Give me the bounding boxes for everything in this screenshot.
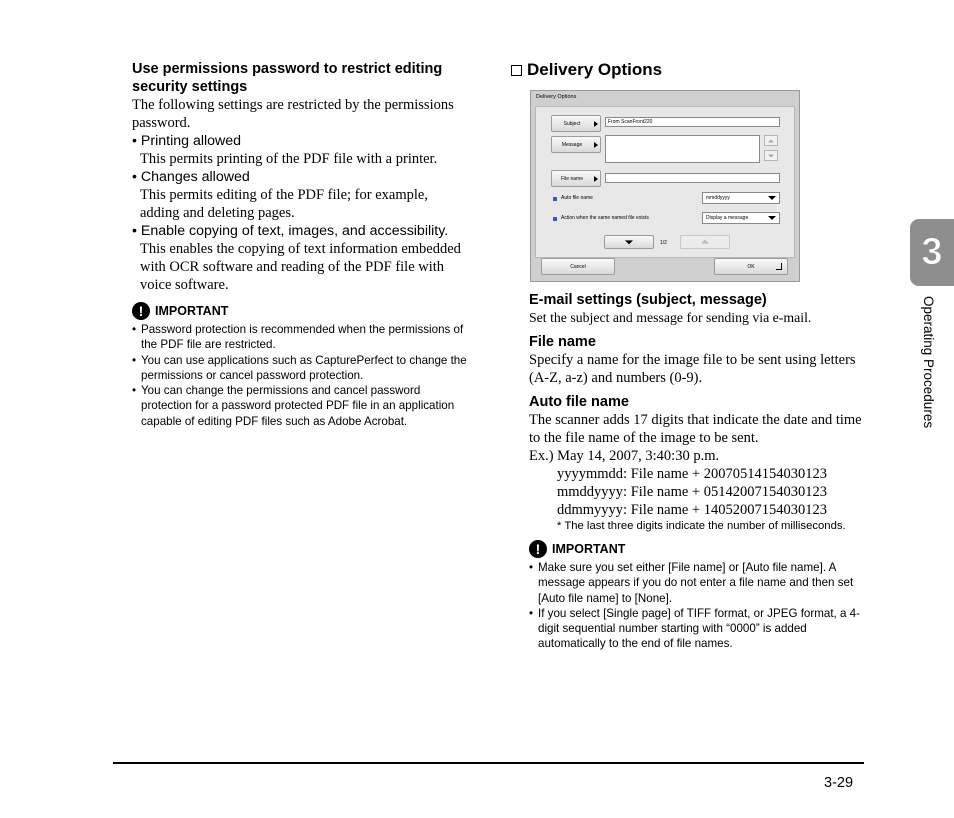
important-header (132, 302, 468, 320)
dialog-title: Delivery Options (536, 94, 577, 100)
subject-button-label: Subject (563, 120, 581, 127)
important-notes (132, 322, 468, 429)
ok-button[interactable] (714, 258, 788, 275)
arrow-up-icon (768, 139, 774, 142)
right-column (529, 60, 867, 80)
autofile-heading: Auto file name (529, 394, 629, 410)
chevron-down-icon (768, 216, 776, 220)
important-note: • You can use applications such as CapturePerfect to change the permissions or cancel password protection. (132, 353, 468, 384)
arrow-up-icon (701, 240, 709, 244)
cancel-button[interactable] (541, 258, 615, 275)
arrow-right-icon (594, 176, 598, 182)
footnote: * The last three digits indicate the number of milliseconds. (557, 520, 846, 532)
example-line: mmddyyyy: File name + 05142007154030123 (557, 484, 827, 500)
important-note: • Make sure you set either [File name] or [Auto file name]. A message appears if you do not enter a file name and then set [Auto file name] to [None]. (529, 560, 869, 606)
delivery-options-dialog (530, 90, 800, 282)
item-desc: This enables the copying of text information embedded with OCR software and reading of the PDF file with voice software. (140, 241, 461, 293)
auto-file-name-value: mmddyyyy (706, 195, 730, 201)
chevron-down-icon (768, 196, 776, 200)
important-note: • Password protection is recommended when the permissions of the PDF file are restricted. (132, 322, 468, 353)
important-notes (529, 560, 869, 652)
page-number: 3-29 (824, 775, 854, 791)
email-desc: Set the subject and message for sending via e-mail. (529, 310, 812, 325)
subject-button[interactable] (551, 115, 601, 132)
chapter-tab (910, 219, 954, 286)
permissions-intro: The following settings are restricted by the permissions password. (132, 97, 454, 131)
arrow-down-icon (768, 154, 774, 157)
filename-heading: File name (529, 334, 596, 350)
scroll-up-button[interactable] (764, 135, 778, 146)
important-note: • If you select [Single page] of TIFF format, or JPEG format, a 4-digit sequential number starting with “0000” is added automatically to the end of file names. (529, 606, 869, 652)
side-label-text: Operating Procedures (921, 296, 936, 429)
side-label (922, 296, 938, 456)
subject-field[interactable]: From ScanFront220 (605, 117, 780, 127)
important-label: IMPORTANT (552, 542, 626, 556)
same-name-label: Action when the same named file exists (561, 215, 649, 221)
item-desc: This permits editing of the PDF file; for example, adding and deleting pages. (140, 187, 428, 221)
page-up-button[interactable] (680, 235, 730, 249)
file-name-button-label: File name (561, 175, 583, 182)
file-name-button[interactable] (551, 170, 601, 187)
important-note: • You can change the permissions and cancel password protection for a password protected PDF file in an application capable of editing PDF files such as Adobe Acrobat. (132, 383, 468, 429)
page-down-button[interactable] (604, 235, 654, 249)
dialog-panel (535, 106, 795, 258)
item-title: • Changes allowed (132, 169, 250, 185)
arrow-right-icon (594, 142, 598, 148)
same-name-select[interactable] (702, 212, 780, 224)
important-label: IMPORTANT (155, 304, 229, 318)
permissions-heading: Use permissions password to restrict editing security settings (132, 61, 443, 95)
right-body (529, 291, 869, 652)
page-indicator: 1/2 (660, 240, 667, 246)
arrow-down-icon (625, 240, 633, 244)
same-name-bullet (553, 217, 557, 221)
example-line: yyyymmdd: File name + 20070514154030123 (557, 466, 827, 482)
scroll-down-button[interactable] (764, 150, 778, 161)
auto-file-name-bullet (553, 197, 557, 201)
section-title (511, 60, 867, 80)
file-name-field[interactable] (605, 173, 780, 183)
chapter-number: 3 (921, 231, 943, 273)
exclamation-icon: ! (132, 302, 150, 320)
filename-desc: Specify a name for the image file to be sent using letters (A-Z, a-z) and numbers (0-9). (529, 352, 856, 386)
checkbox-bullet-icon (511, 65, 522, 76)
same-name-value: Display a message (706, 215, 749, 221)
ok-button-label: OK (747, 263, 755, 270)
item-title: • Enable copying of text, images, and accessibility. (132, 223, 449, 239)
message-button-label: Message (561, 141, 583, 148)
exclamation-icon: ! (529, 540, 547, 558)
left-column (132, 60, 468, 429)
item-title: • Printing allowed (132, 133, 242, 149)
important-header (529, 540, 869, 558)
example-line: ddmmyyyy: File name + 14052007154030123 (557, 502, 827, 518)
auto-file-name-label: Auto file name (561, 195, 593, 201)
footer-rule (113, 762, 864, 764)
autofile-desc: The scanner adds 17 digits that indicate the date and time to the file name of the image to be sent. (529, 412, 862, 446)
enter-icon (776, 263, 782, 270)
cancel-button-label: Cancel (570, 263, 586, 270)
auto-file-name-select[interactable] (702, 192, 780, 204)
message-button[interactable] (551, 136, 601, 153)
item-desc: This permits printing of the PDF file with a printer. (140, 151, 438, 167)
message-field[interactable] (605, 135, 760, 163)
email-heading: E-mail settings (subject, message) (529, 292, 767, 308)
example-intro: Ex.) May 14, 2007, 3:40:30 p.m. (529, 448, 720, 464)
arrow-right-icon (594, 121, 598, 127)
section-title-text: Delivery Options (527, 60, 663, 79)
